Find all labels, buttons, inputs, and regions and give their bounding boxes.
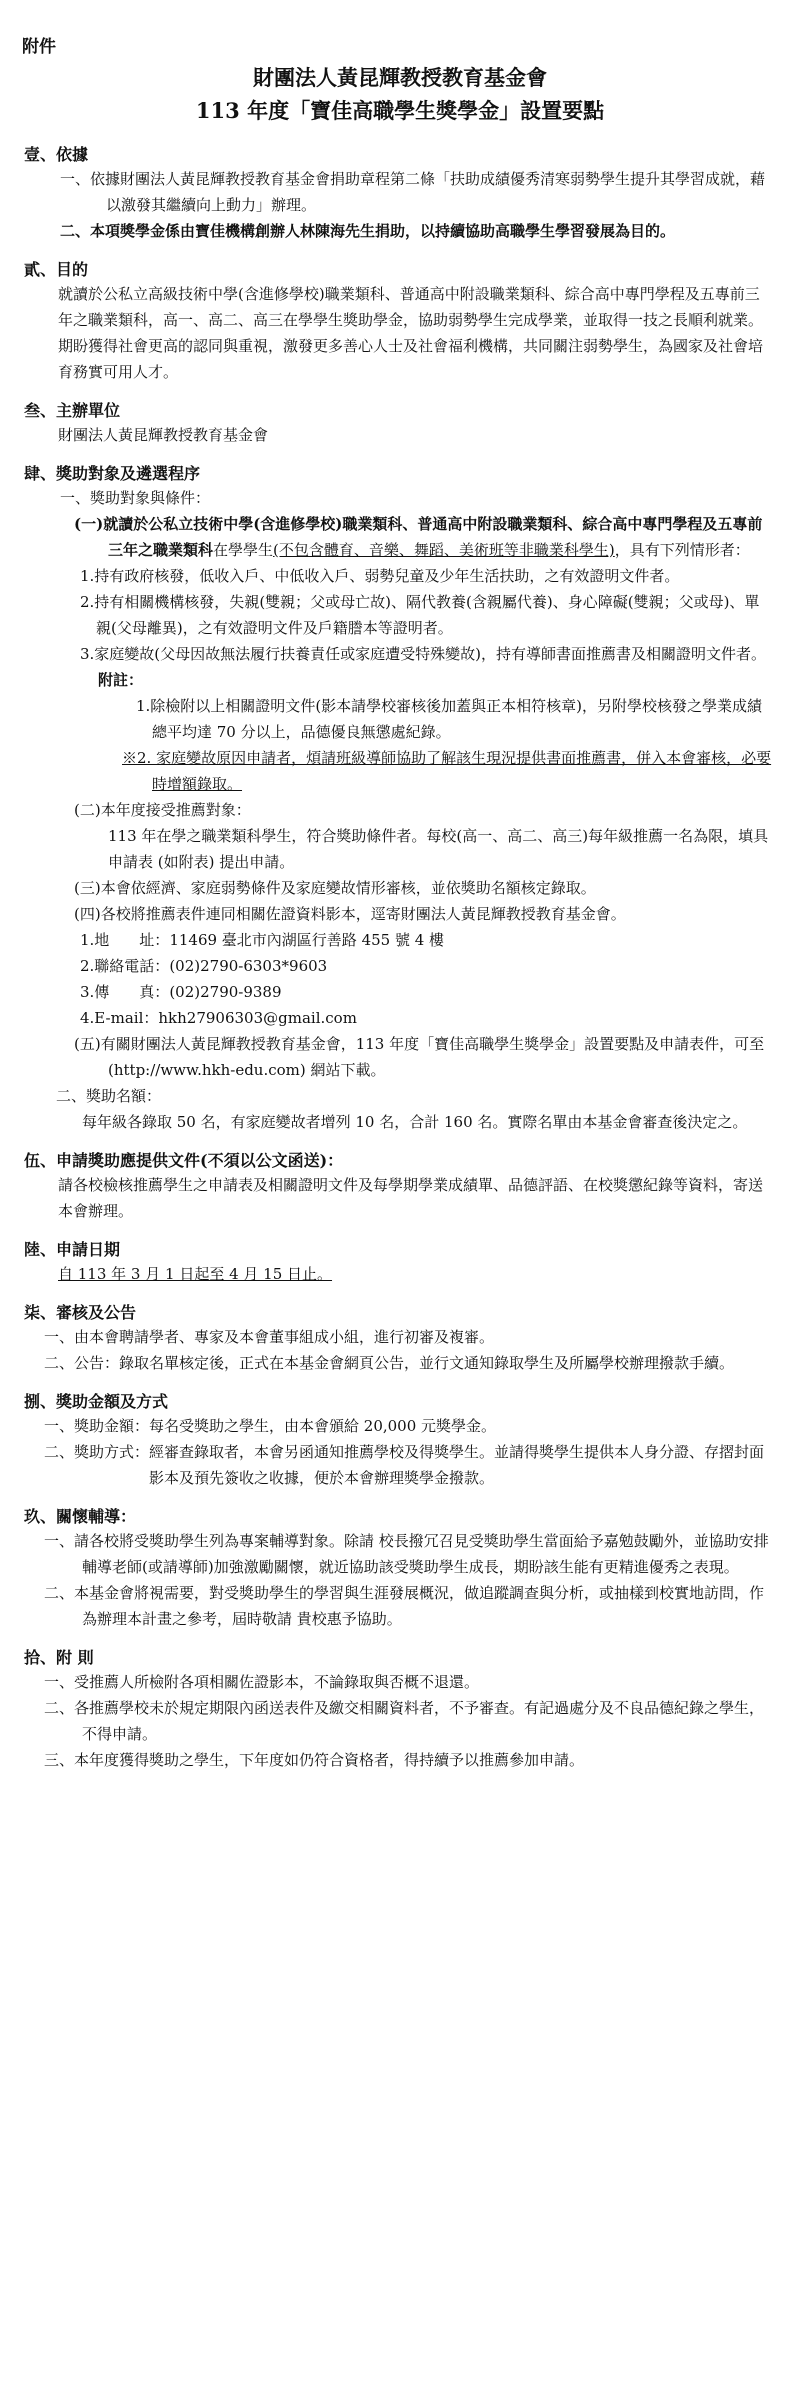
section-heading-basis: 壹、依據: [24, 145, 89, 164]
eligibility-condition-1: (一)就讀於公私立技術中學(含進修學校)職業類科、普通高中附設職業類科、綜合高中專門學程及五專前三年之職業類科在學學生(不包含體育、音樂、舞蹈、美術班等非職業科學生)，具有下列情形者：: [74, 515, 763, 559]
purpose-text: 就讀於公私立高級技術中學(含進修學校)職業類科、普通高中附設職業類科、綜合高中專門學程及五專前三年之職業類科，高一、高二、高三在學學生獎助學金，協助弱勢學生完成學業，並取得一技之長順利就業。期盼獲得社會更高的認同與重視，激發更多善心人士及社會福利機構，共同關注弱勢學生，為國家及社會培育務實可用人才。: [58, 285, 764, 381]
section-heading-organizer: 叁、主辦單位: [24, 401, 121, 420]
supplementary-item-1: 一、受推薦人所檢附各項相關佐證影本，不論錄取與否概不退還。: [44, 1673, 480, 1691]
supplementary-item-2: 二、各推薦學校未於規定期限內函送表件及繳交相關資料者，不予審查。有記過處分及不良品德紀錄之學生，不得申請。: [44, 1699, 765, 1743]
supplementary-item-3: 三、本年度獲得獎助之學生，下年度如仍符合資格者，得持續予以推薦參加申請。: [44, 1751, 585, 1769]
eligibility-condition-2-text: 113 年在學之職業類科學生，符合獎助條件者。每校(高一、高二、高三)每年級推薦一名為限，填具申請表 (如附表) 提出申請。: [108, 827, 769, 871]
note-item-2: ※2. 家庭變故原因申請者，煩請班級導師協助了解該生現況提供書面推薦書，併入本會審核，必要時增額錄取。: [122, 749, 772, 793]
care-item-2: 二、本基金會將視需要，對受獎助學生的學習與生涯發展概況，做追蹤調查與分析，或抽樣到校實地訪問，作為辦理本計畫之參考，屆時敬請 貴校惠予協助。: [44, 1584, 765, 1628]
organizer-text: 財團法人黃昆輝教授教育基金會: [58, 426, 269, 444]
section-heading-purpose: 貳、目的: [24, 260, 89, 279]
condition-item-1: 1.持有政府核發，低收入戶、中低收入戶、弱勢兒童及少年生活扶助，之有效證明文件者。: [80, 567, 680, 585]
review-item-2: 二、公告：錄取名單核定後，正式在本基金會網頁公告，並行文通知錄取學生及所屬學校辦理撥款手續。: [44, 1354, 735, 1372]
eligibility-condition-4: (四)各校將推薦表件連同相關佐證資料影本，逕寄財團法人黃昆輝教授教育基金會。: [74, 905, 626, 923]
contact-address: 1.地 址： 11469 臺北市內湖區行善路 455 號 4 樓: [80, 931, 445, 949]
eligibility-condition-2-heading: (二)本年度接受推薦對象：: [74, 801, 251, 819]
section-heading-eligibility: 肆、獎助對象及遴選程序: [24, 464, 201, 483]
document-title: 財團法人黃昆輝教授教育基金會: [253, 65, 547, 90]
contact-fax: 3.傳 真： (02)2790-9389: [80, 983, 282, 1001]
document-subtitle: 113 年度「寶佳高職學生獎學金」設置要點: [195, 98, 605, 123]
quota-heading: 二、獎助名額：: [56, 1087, 162, 1105]
basis-item-1: 一、依據財團法人黃昆輝教授教育基金會捐助章程第二條「扶助成績優秀清寒弱勢學生提升其學習成就，藉以激發其繼續向上動力」辦理。: [60, 170, 766, 214]
contact-phone: 2.聯絡電話： (02)2790-6303*9603: [80, 957, 328, 975]
eligibility-condition-5: (五)有關財團法人黃昆輝教授教育基金會，113 年度「寶佳高職學生獎學金」設置要點及申請表件，可至(http://www.hkh-edu.com) 網站下載。: [74, 1035, 765, 1079]
amount-item-1: 一、獎助金額：每名受獎助之學生，由本會頒給 20,000 元獎學金。: [44, 1417, 497, 1435]
dates-text: 自 113 年 3 月 1 日起至 4 月 15 日止。: [58, 1265, 333, 1283]
section-heading-dates: 陸、申請日期: [24, 1240, 121, 1259]
section-heading-supplementary: 拾、附 則: [24, 1648, 94, 1667]
condition-item-2: 2.持有相關機構核發，失親(雙親；父或母亡故)、隔代教養(含親屬代養)、身心障礙(雙親；父或母)、單親(父母離異)，之有效證明文件及戶籍謄本等證明者。: [80, 593, 760, 637]
documents-text: 請各校檢核推薦學生之申請表及相關證明文件及每學期學業成績單、品德評語、在校獎懲紀錄等資料，寄送本會辦理。: [58, 1176, 764, 1220]
quota-text: 每年級各錄取 50 名，有家庭變故者增列 10 名，合計 160 名。實際名單由本基金會審查後決定之。: [82, 1113, 748, 1131]
note-item-1: 1.除檢附以上相關證明文件(影本請學校審核後加蓋與正本相符核章)，另附學校核發之學業成績總平均達 70 分以上，品德優良無懲處紀錄。: [136, 697, 763, 741]
eligibility-sub1: 一、獎助對象與條件：: [60, 489, 211, 507]
amount-item-2: 二、獎助方式： 經審查錄取者，本會另函通知推薦學校及得獎學生。並請得獎學生提供本人身分證、存摺封面影本及預先簽收之收據，便於本會辦理獎學金撥款。: [44, 1443, 765, 1487]
contact-email: 4.E-mail： hkh27906303@gmail.com: [80, 1009, 357, 1027]
basis-item-2: 二、本項獎學金係由寶佳機構創辦人林陳海先生捐助，以持續協助高職學生學習發展為目的。: [60, 222, 676, 240]
document-body: [0, 143, 800, 1773]
section-heading-amount: 捌、獎助金額及方式: [24, 1392, 169, 1411]
note-heading: 附註：: [98, 671, 144, 689]
review-item-1: 一、由本會聘請學者、專家及本會董事組成小組，進行初審及複審。: [44, 1328, 495, 1346]
section-heading-care: 玖、關懷輔導：: [24, 1507, 137, 1526]
condition-item-3: 3.家庭變故(父母因故無法履行扶養責任或家庭遭受特殊變故)，持有導師書面推薦書及相關證明文件者。: [80, 645, 767, 663]
section-heading-documents: 伍、申請獎助應提供文件(不須以公文函送)：: [24, 1151, 344, 1170]
care-item-1: 一、請各校將受獎助學生列為專案輔導對象。除請 校長撥冗召見受獎助學生當面給予嘉勉鼓勵外，並協助安排輔導老師(或請導師)加強激勵關懷，就近協助該受獎助學生成長，期盼該生能有更精進優秀之表現。: [44, 1532, 769, 1576]
section-heading-review: 柒、審核及公告: [24, 1303, 137, 1322]
eligibility-condition-3: (三)本會依經濟、家庭弱勢條件及家庭變故情形審核，並依獎助名額核定錄取。: [74, 879, 596, 897]
attachment-label: 附件: [22, 37, 56, 57]
